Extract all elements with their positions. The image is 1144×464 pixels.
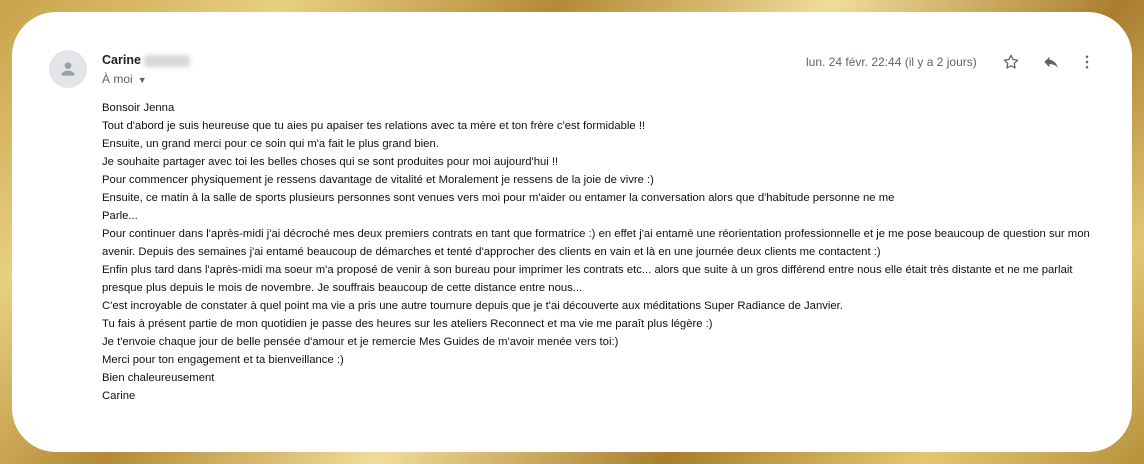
body-line: Tout d'abord je suis heureuse que tu aies pu apaiser tes relations avec ta mère et ton frère c'est formidable !! [102, 120, 646, 132]
sender-first-name: Carine [102, 53, 141, 67]
body-line: Tu fais à présent partie de mon quotidien je passe des heures sur les ateliers Reconnect et ma vie me paraît plus légère :) [102, 318, 713, 330]
body-line: Merci pour ton engagement et ta bienveillance :) [102, 354, 344, 366]
body-line: Pour continuer dans l'après-midi j'ai décroché mes deux premiers contrats en tant que formatrice :) en effet j'ai entamé une réorientation professionnelle et je me pose beaucoup de question sur mon avenir. Depuis des semaines j'ai entamé beaucoup de démarches et tenté d'approcher des clients en vain et là en une journée deux clients me contactent :) [102, 228, 1090, 258]
email-card [12, 12, 1132, 452]
body-line: Ensuite, un grand merci pour ce soin qui m'a fait le plus grand bien. [102, 138, 439, 150]
email-body [102, 99, 1102, 405]
star-button[interactable] [999, 50, 1023, 74]
body-line: Ensuite, ce matin à la salle de sports plusieurs personnes sont venues vers moi pour m'aider ou entamer la conversation alors que d'habitude personne ne me [102, 192, 895, 204]
chevron-down-icon: ▼ [137, 75, 147, 85]
more-vert-icon [1078, 53, 1096, 71]
body-line: Bonsoir Jenna [102, 102, 175, 114]
recipient-dropdown[interactable] [102, 72, 147, 86]
body-line: Enfin plus tard dans l'après-midi ma soeur m'a proposé de venir à son bureau pour imprimer les contrats etc... alors que suite à un gros différend entre nous elle était très distante et ne me parlait presque plus depuis le mois de novembre. Je souffrais beaucoup de cette distance entre nous... [102, 264, 1073, 294]
sender-name[interactable] [102, 53, 190, 67]
person-icon [58, 59, 78, 79]
recipient-label: À moi [102, 72, 133, 86]
email-header [12, 12, 1132, 102]
email-date: lun. 24 févr. 22:44 (il y a 2 jours) [806, 55, 977, 69]
reply-button[interactable] [1039, 50, 1063, 74]
body-line: Je t'envoie chaque jour de belle pensée d'amour et je remercie Mes Guides de m'avoir menée vers toi:) [102, 336, 619, 348]
body-line: Je souhaite partager avec toi les belles choses qui se sont produites pour moi aujourd'hui !! [102, 156, 559, 168]
body-line: Parle... [102, 210, 138, 222]
redacted-last-name [144, 55, 190, 67]
more-options-button[interactable] [1075, 50, 1099, 74]
sender-avatar[interactable] [49, 50, 87, 88]
star-icon [1002, 53, 1020, 71]
body-line: Carine [102, 390, 136, 402]
body-line: C'est incroyable de constater à quel point ma vie a pris une autre tournure depuis que je t'ai découverte aux méditations Super Radiance de Janvier. [102, 300, 843, 312]
reply-icon [1042, 53, 1060, 71]
body-line: Bien chaleureusement [102, 372, 215, 384]
body-line: Pour commencer physiquement je ressens davantage de vitalité et Moralement je ressens de la joie de vivre :) [102, 174, 654, 186]
